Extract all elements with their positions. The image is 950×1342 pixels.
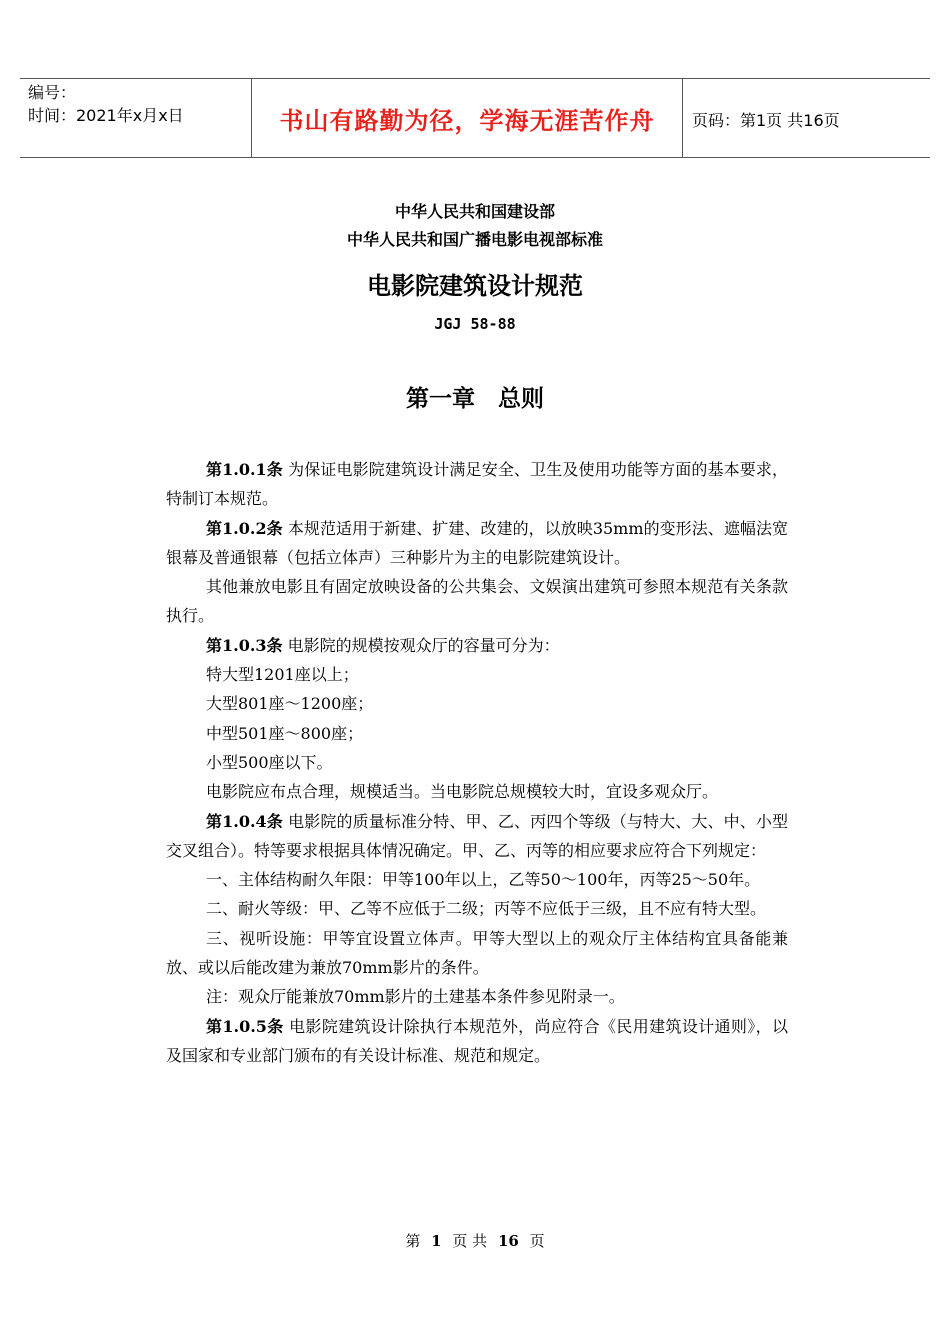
paragraph-text: 小型500座以下。 <box>206 752 333 772</box>
paragraph <box>166 689 788 718</box>
paragraph <box>166 865 788 894</box>
paragraph <box>166 631 788 660</box>
paragraph-text: 特大型1201座以上； <box>206 665 359 685</box>
paragraph-text: 电影院建筑设计除执行本规范外，尚应符合《民用建筑设计通则》，以及国家和专业部门颁布的有关设计标准、规范和规定。 <box>166 1016 788 1065</box>
document-title: 电影院建筑设计规范 <box>367 271 583 300</box>
paragraph <box>166 982 788 1011</box>
time-label: 时间：2021年x月x日 <box>28 106 184 125</box>
page-footer <box>0 1230 950 1251</box>
article-number: 第1.0.5条 <box>206 1016 284 1036</box>
paragraph-text: 中型501座～800座； <box>206 723 364 743</box>
paragraph <box>166 572 788 631</box>
article-number: 第1.0.2条 <box>206 518 283 538</box>
document-body <box>166 455 788 1070</box>
issuing-org-1: 中华人民共和国建设部 <box>394 202 555 221</box>
paragraph-text: 本规范适用于新建、扩建、改建的，以放映35mm的变形法、遮幅法宽银幕及普通银幕（包括立体声）三种影片为主的电影院建筑设计。 <box>166 518 788 567</box>
header-meta <box>28 81 184 127</box>
serial-label: 编号： <box>28 83 77 102</box>
article-number: 第1.0.3条 <box>206 635 283 655</box>
document-header <box>20 78 930 158</box>
paragraph <box>166 924 788 983</box>
footer-mid: 页 共 <box>452 1232 488 1250</box>
issuing-org-2: 中华人民共和国广播电影电视部标准 <box>346 230 603 249</box>
paragraph-text: 二、耐火等级：甲、乙等不应低于二级；丙等不应低于三级，且不应有特大型。 <box>206 899 767 919</box>
paragraph-text: 电影院的质量标准分特、甲、乙、丙四个等级（与特大、大、中、小型交叉组合）。特等要求根据具体情况确定。甲、乙、丙等的相应要求应符合下列规定： <box>166 811 788 860</box>
header-motto: 书山有路勤为径，学海无涯苦作舟 <box>279 107 655 135</box>
paragraph-text: 电影院的规模按观众厅的容量可分为： <box>282 635 560 655</box>
paragraph-text: 电影院应布点合理，规模适当。当电影院总规模较大时，宜设多观众厅。 <box>206 782 719 802</box>
footer-total-pages: 16 <box>497 1232 519 1250</box>
header-page-info: 页码：第1页 共16页 <box>692 111 840 130</box>
paragraph-text: 注：观众厅能兼放70mm影片的土建基本条件参见附录一。 <box>206 987 625 1007</box>
footer-page-number: 1 <box>431 1232 442 1250</box>
chapter-heading: 第一章 总则 <box>406 385 544 412</box>
article-number: 第1.0.1条 <box>206 460 283 479</box>
paragraph <box>166 514 788 573</box>
footer-prefix: 第 <box>405 1232 421 1250</box>
footer-suffix: 页 <box>529 1232 545 1250</box>
paragraph-text: 三、视听设施：甲等宜设置立体声。甲等大型以上的观众厅主体结构宜具备能兼放、或以后能改建为兼放70mm影片的条件。 <box>166 928 788 978</box>
article-number: 第1.0.4条 <box>206 811 283 831</box>
paragraph-text: 大型801座～1200座； <box>206 694 374 714</box>
paragraph <box>166 807 788 866</box>
paragraph <box>166 748 788 777</box>
paragraph <box>166 660 788 689</box>
paragraph <box>166 719 788 748</box>
paragraph <box>166 777 788 806</box>
paragraph <box>166 1012 788 1071</box>
paragraph-text: 一、主体结构耐久年限：甲等100年以上，乙等50～100年，丙等25～50年。 <box>206 870 761 890</box>
paragraph-text: 为保证电影院建筑设计满足安全、卫生及使用功能等方面的基本要求，特制订本规范。 <box>166 460 788 509</box>
paragraph-text: 其他兼放电影且有固定放映设备的公共集会、文娱演出建筑可参照本规范有关条款执行。 <box>166 577 788 626</box>
header-divider <box>682 79 683 157</box>
standard-code: JGJ 58-88 <box>434 315 516 333</box>
paragraph <box>166 894 788 923</box>
paragraph <box>166 455 788 514</box>
